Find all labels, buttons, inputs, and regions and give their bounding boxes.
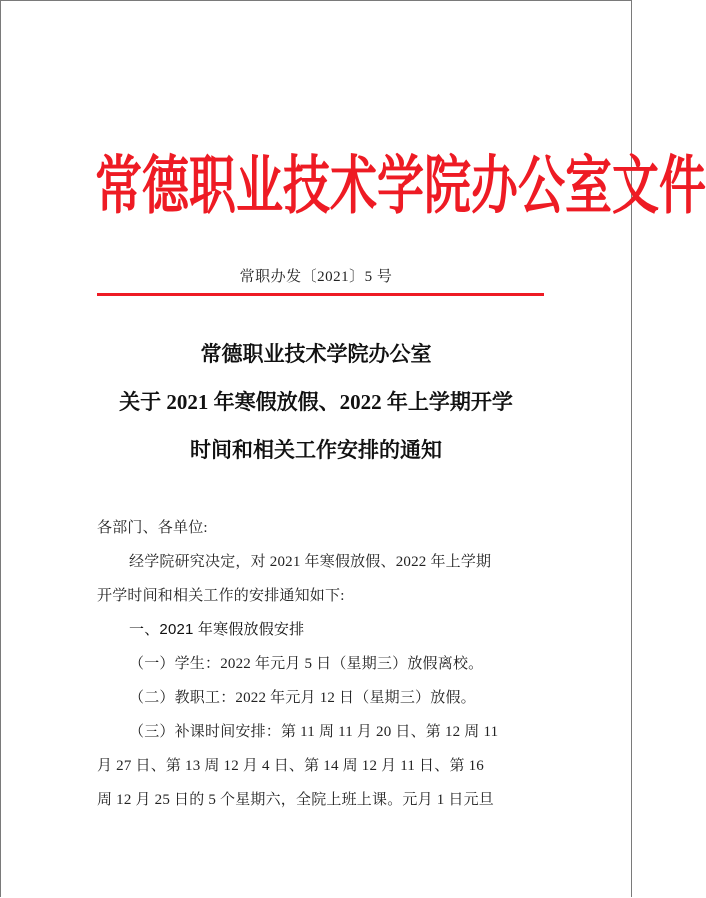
document-header-title: 常德职业技术学院办公室文件 [95, 149, 706, 224]
list-item-staff: （二）教职工：2022 年元月 12 日（星期三）放假。 [129, 690, 476, 706]
notice-title-line-2: 关于 2021 年寒假放假、2022 年上学期开学 [119, 390, 513, 414]
red-divider-line [97, 293, 544, 296]
list-item-students: （一）学生：2022 年元月 5 日（星期三）放假离校。 [129, 656, 484, 672]
notice-title-line-1: 常德职业技术学院办公室 [200, 342, 432, 366]
list-item-makeup-classes-line-2: 月 27 日、第 13 周 12 月 4 日、第 14 周 12 月 11 日、第 16 [97, 758, 484, 774]
section-heading-winter-vacation: 一、2021 年寒假放假安排 [129, 621, 305, 638]
notice-title-line-3: 时间和相关工作安排的通知 [190, 438, 442, 462]
list-item-makeup-classes-line-1: （三）补课时间安排：第 11 周 11 月 20 日、第 12 周 11 [129, 724, 499, 740]
salutation: 各部门、各单位: [97, 520, 208, 536]
intro-paragraph-line-2: 开学时间和相关工作的安排通知如下: [97, 588, 345, 604]
intro-paragraph-line-1: 经学院研究决定，对 2021 年寒假放假、2022 年上学期 [129, 554, 492, 570]
document-number: 常职办发〔2021〕5 号 [239, 269, 393, 285]
list-item-makeup-classes-line-3: 周 12 月 25 日的 5 个星期六，全院上班上课。元月 1 日元旦 [97, 792, 495, 808]
